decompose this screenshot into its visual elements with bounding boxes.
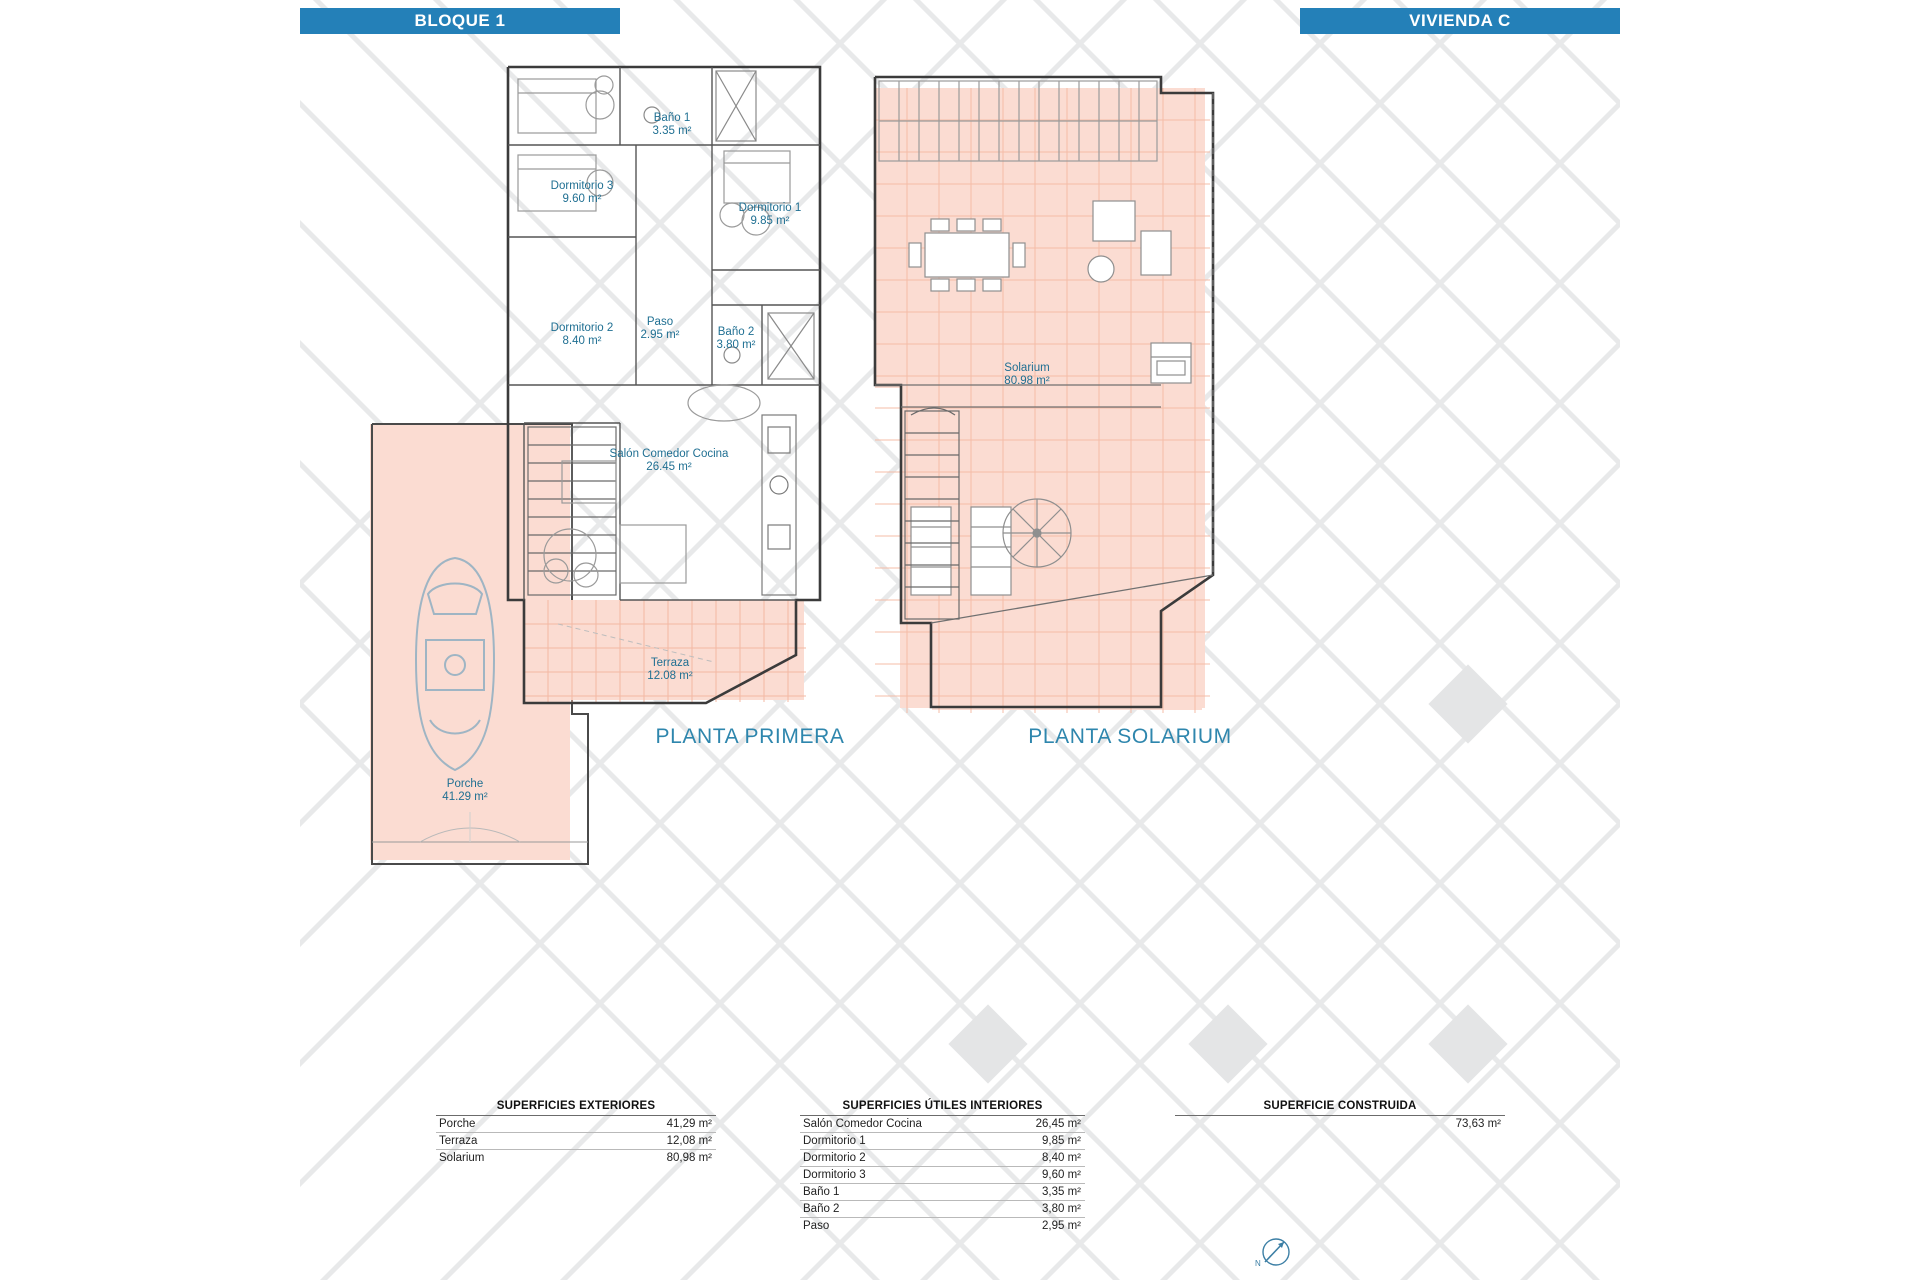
- planta-primera-title-text: PLANTA PRIMERA: [655, 725, 845, 748]
- north-compass-icon: [1253, 1232, 1295, 1274]
- room-label-bano-1: [627, 112, 717, 138]
- table-row: [436, 1150, 716, 1167]
- construida-caption: SUPERFICIE CONSTRUIDA: [1263, 1100, 1417, 1112]
- salon-area: 26.45 m²: [646, 461, 692, 473]
- dormitorio-3-area: 9.60 m²: [562, 193, 602, 205]
- interiores-label-1: Dormitorio 1: [800, 1133, 1000, 1150]
- paso-name: Paso: [646, 316, 674, 328]
- table-superficie-construida: [1175, 1100, 1505, 1132]
- table-row: [800, 1184, 1085, 1201]
- construida-value-0: 73,63 m²: [1204, 1116, 1505, 1133]
- room-label-dormitorio-1: [710, 202, 830, 228]
- solarium-name: Solarium: [1004, 362, 1050, 374]
- terraza-name: Terraza: [650, 657, 690, 669]
- room-label-dormitorio-3: [522, 180, 642, 206]
- interiores-value-5: 3,80 m²: [1000, 1201, 1085, 1218]
- table-row: [436, 1133, 716, 1150]
- solarium-area: 80.98 m²: [1004, 375, 1050, 387]
- planta-solarium-title-text: PLANTA SOLARIUM: [1028, 725, 1232, 748]
- table-row: [1175, 1116, 1505, 1133]
- room-label-dormitorio-2: [522, 322, 642, 348]
- room-label-solarium: [972, 362, 1082, 388]
- header-block-text: BLOQUE 1: [414, 11, 506, 30]
- terraza-area: 12.08 m²: [647, 670, 693, 682]
- porche-area: 41.29 m²: [442, 791, 488, 803]
- room-label-terraza: [620, 657, 720, 683]
- table-superficies-exteriores: [436, 1100, 716, 1166]
- table-row: [800, 1167, 1085, 1184]
- car-icon: [400, 550, 510, 780]
- dormitorio-2-area: 8.40 m²: [562, 335, 602, 347]
- exteriores-value-1: 12,08 m²: [573, 1133, 716, 1150]
- table-row: [800, 1150, 1085, 1167]
- table-row: [800, 1218, 1085, 1235]
- interiores-label-3: Dormitorio 3: [800, 1167, 1000, 1184]
- exteriores-label-2: Solarium: [436, 1150, 573, 1167]
- room-label-porche: [410, 778, 520, 804]
- table-row: [800, 1133, 1085, 1150]
- interiores-label-6: Paso: [800, 1218, 1000, 1235]
- bano-2-area: 3.80 m²: [716, 339, 756, 351]
- bano-1-area: 3.35 m²: [652, 125, 692, 137]
- interiores-caption: SUPERFICIES ÚTILES INTERIORES: [842, 1100, 1043, 1112]
- svg-text:N: N: [1255, 1259, 1261, 1268]
- interiores-value-0: 26,45 m²: [1000, 1116, 1085, 1133]
- interiores-label-5: Baño 2: [800, 1201, 1000, 1218]
- exteriores-label-1: Terraza: [436, 1133, 573, 1150]
- bano-2-name: Baño 2: [717, 326, 755, 338]
- dormitorio-1-area: 9.85 m²: [750, 215, 790, 227]
- interiores-value-2: 8,40 m²: [1000, 1150, 1085, 1167]
- table-row: [800, 1116, 1085, 1133]
- salon-name: Salón Comedor Cocina: [609, 448, 729, 460]
- dormitorio-2-name: Dormitorio 2: [550, 322, 614, 334]
- table-row: [436, 1116, 716, 1133]
- table-row: [800, 1201, 1085, 1218]
- interiores-value-3: 9,60 m²: [1000, 1167, 1085, 1184]
- bano-1-name: Baño 1: [653, 112, 691, 124]
- room-label-salon-comedor-cocina: [574, 448, 764, 474]
- room-label-paso: [630, 316, 690, 342]
- dormitorio-3-name: Dormitorio 3: [550, 180, 614, 192]
- plan-drawing-area: [300, 0, 1620, 1120]
- interiores-value-4: 3,35 m²: [1000, 1184, 1085, 1201]
- paso-area: 2.95 m²: [640, 329, 680, 341]
- dormitorio-1-name: Dormitorio 1: [738, 202, 802, 214]
- interiores-label-0: Salón Comedor Cocina: [800, 1116, 1000, 1133]
- planta-primera-shell: [500, 55, 830, 715]
- exteriores-value-2: 80,98 m²: [573, 1150, 716, 1167]
- planta-solarium-shell: [865, 55, 1225, 735]
- interiores-label-2: Dormitorio 2: [800, 1150, 1000, 1167]
- exteriores-label-0: Porche: [436, 1116, 573, 1133]
- room-label-bano-2: [700, 326, 772, 352]
- planta-primera-title: [620, 725, 880, 748]
- construida-label-0: [1175, 1116, 1204, 1133]
- porche-name: Porche: [446, 778, 484, 790]
- planta-solarium-title: [980, 725, 1280, 748]
- table-superficies-utiles-interiores: [800, 1100, 1085, 1234]
- interiores-value-1: 9,85 m²: [1000, 1133, 1085, 1150]
- interiores-label-4: Baño 1: [800, 1184, 1000, 1201]
- exteriores-value-0: 41,29 m²: [573, 1116, 716, 1133]
- exteriores-caption: SUPERFICIES EXTERIORES: [496, 1100, 656, 1112]
- interiores-value-6: 2,95 m²: [1000, 1218, 1085, 1235]
- header-unit-text: VIVIENDA C: [1409, 11, 1511, 30]
